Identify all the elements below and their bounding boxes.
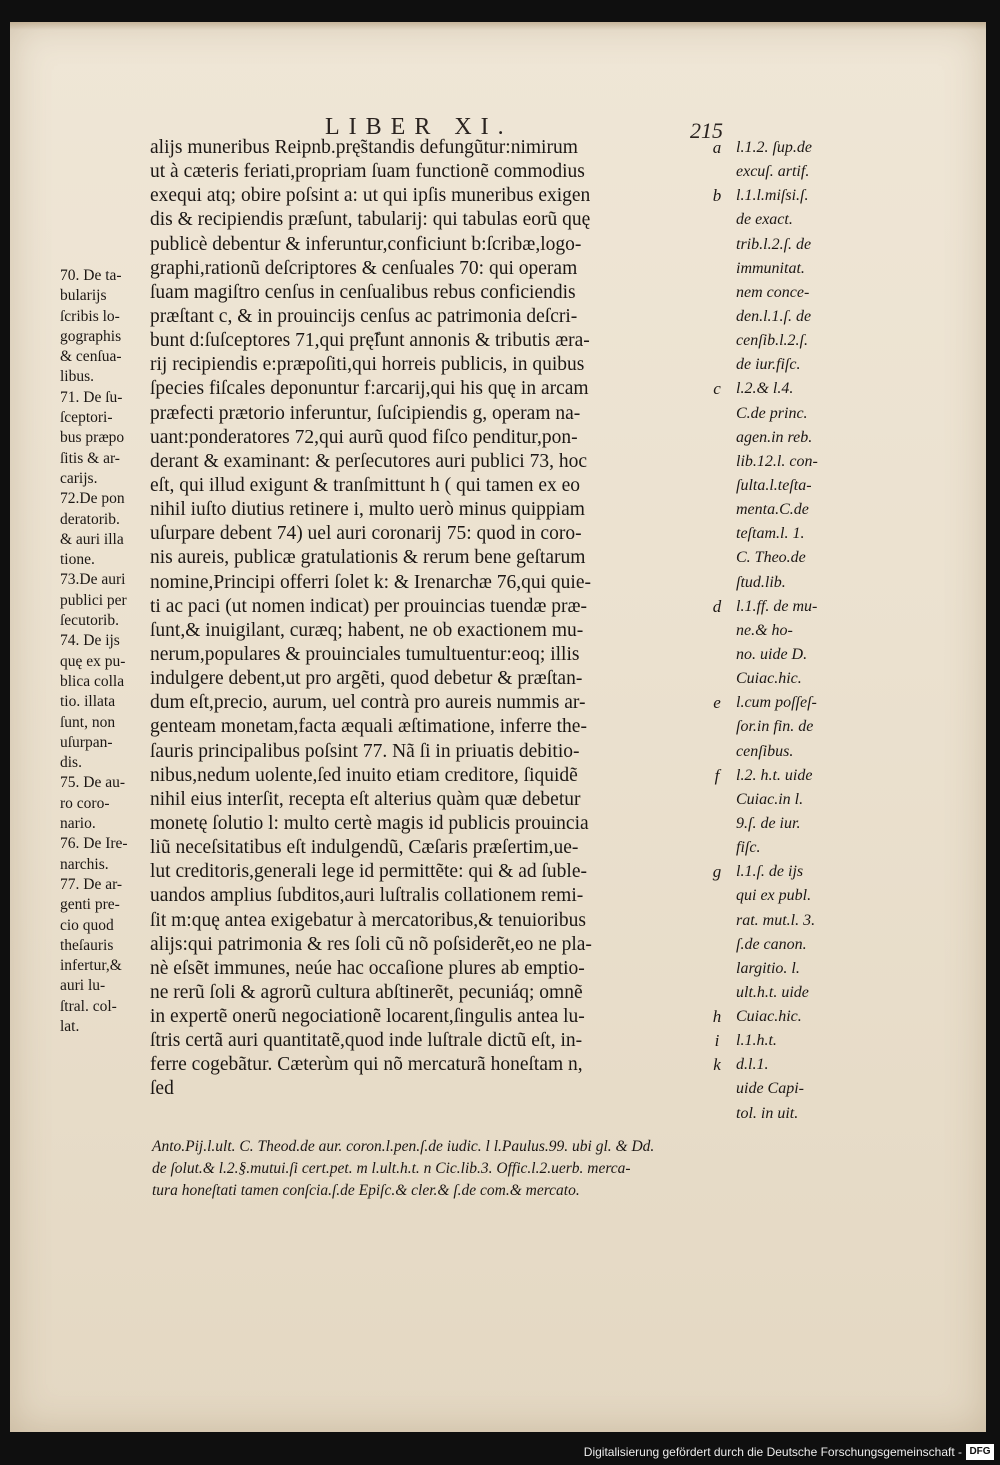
dfg-logo: DFG bbox=[966, 1444, 994, 1460]
right-note-line: ult.h.t. uide bbox=[736, 983, 809, 1001]
left-note-line: carijs. bbox=[60, 469, 98, 487]
right-note-line: C. Theo.de bbox=[736, 549, 806, 567]
right-note-line: lib.12.l. con- bbox=[736, 452, 818, 470]
text-line: ſit m:quę antea exigebatur à mercatoribus,& tenuioribus bbox=[150, 909, 586, 931]
left-note-line: narchis. bbox=[60, 855, 109, 873]
note-marker bbox=[706, 353, 728, 377]
text-line: alijs:qui patrimonia & res ſoli cũ nõ poſsiderẽt,eo ne pla- bbox=[150, 933, 592, 955]
right-note-line: immunitat. bbox=[736, 259, 805, 277]
right-note-line: ſ.de canon. bbox=[736, 935, 807, 953]
left-margin-notes bbox=[60, 266, 152, 1037]
text-line: alijs muneribus Reipnb.prę̃standis defungũtur:nimirum bbox=[150, 137, 578, 158]
right-note-line: nem conce- bbox=[736, 283, 810, 301]
note-marker: d bbox=[712, 596, 722, 616]
right-note-line: de exact. bbox=[736, 211, 793, 229]
text-line: monetę ſolutio l: multo certè magis id publicis prouincia bbox=[150, 812, 589, 834]
right-note-line: 9.ſ. de iur. bbox=[736, 814, 801, 832]
note-marker: k bbox=[713, 1055, 721, 1075]
left-note-line: gographis bbox=[60, 327, 122, 345]
left-note-line: ſtral. col- bbox=[60, 997, 117, 1015]
left-note-line: ro coro- bbox=[60, 794, 110, 812]
note-marker bbox=[706, 305, 728, 329]
left-note-line: uſurpan- bbox=[60, 733, 113, 751]
text-line: exequi atq; obire poſsint a: ut qui ipſis muneribus exigen bbox=[150, 185, 591, 207]
left-note-line: auri lu- bbox=[60, 977, 106, 995]
right-note-line: rat. mut.l. 3. bbox=[736, 911, 816, 929]
left-note-line: publici per bbox=[60, 591, 127, 609]
note-marker bbox=[706, 981, 728, 1005]
right-note-line: tol. in uit. bbox=[736, 1104, 799, 1122]
left-note-line: ſunt, non bbox=[60, 713, 116, 731]
right-note-line: l.1.l.miſsi.ſ. bbox=[736, 187, 809, 205]
note-marker bbox=[706, 836, 728, 860]
left-note-line: bus præpo bbox=[60, 429, 125, 447]
note-marker: i bbox=[714, 1031, 720, 1051]
footnote-line: Anto.Pij.l.ult. C. Theod.de aur. coron.l.pen.ſ.de iudic. l l.Paulus.99. ubi gl. & Dd. bbox=[152, 1138, 655, 1155]
digitization-credit-bar bbox=[0, 1440, 1000, 1465]
note-marker: b bbox=[712, 186, 722, 206]
left-note-line: ſitis & ar- bbox=[60, 449, 120, 467]
text-line: indulgere debent,ut pro argẽti, quod debetur & præſtan- bbox=[150, 668, 583, 690]
text-line: ferre cogebãtur. Cæterùm qui nõ mercaturã honeſtam n, bbox=[150, 1054, 583, 1076]
text-line: uandos amplius ſubditos,auri luſtralis collationem remi- bbox=[150, 885, 584, 907]
text-line: bunt d:ſuſceptores 71,qui prę̃ſunt annonis & tributis æra- bbox=[150, 330, 590, 352]
note-marker: e bbox=[713, 693, 721, 713]
left-note-line: ſceptori- bbox=[60, 409, 113, 427]
right-note-line: Cuiac.hic. bbox=[736, 670, 802, 688]
left-note-line: 70. De ta- bbox=[60, 267, 122, 284]
right-note-line: agen.in reb. bbox=[736, 428, 813, 446]
left-note-line: tio. illata bbox=[60, 693, 116, 711]
right-note-line: qui ex publ. bbox=[736, 887, 812, 905]
note-reference-letters bbox=[706, 136, 728, 1102]
footnote-line: de ſolut.& l.2.§.mutui.ſi cert.pet. m l.ult.h.t. n Cic.lib.3. Offic.l.2.uerb. merca- bbox=[152, 1160, 631, 1177]
left-note-line: ſcribis lo- bbox=[60, 307, 120, 325]
left-note-line: cio quod bbox=[60, 916, 114, 934]
note-marker bbox=[706, 957, 728, 981]
right-note-line: l.2. h.t. uide bbox=[736, 766, 813, 784]
text-line: nibus,nedum uolente,ſed inuito etiam creditore, ſiquidẽ bbox=[150, 764, 578, 786]
note-marker bbox=[706, 522, 728, 546]
left-note-line: & auri illa bbox=[60, 530, 124, 548]
note-marker bbox=[706, 474, 728, 498]
right-note-line: largitio. l. bbox=[736, 959, 800, 977]
left-note-line: 75. De au- bbox=[60, 774, 125, 792]
text-line: nihil eius interſit, recepta eſt alterius quàm quæ debetur bbox=[150, 788, 581, 810]
main-text-column bbox=[150, 136, 710, 1102]
note-marker bbox=[706, 329, 728, 353]
footnotes bbox=[152, 1136, 852, 1202]
note-marker bbox=[706, 160, 728, 184]
left-note-line: & cenſua- bbox=[60, 348, 122, 366]
text-line: ſunt,& inuigilant, curæq; habent, ne ob exactionem mu- bbox=[150, 619, 584, 641]
text-line: præfecti prætorio inferuntur, ſuſcipiendis g, operam na- bbox=[150, 402, 581, 424]
text-line: ti ac paci (ut nomen indicat) per prouincias tuendæ præ- bbox=[150, 595, 587, 617]
right-note-line: l.1.2. ſup.de bbox=[736, 139, 812, 156]
right-note-line: uide Capi- bbox=[736, 1080, 804, 1098]
right-note-line: ſulta.l.teſta- bbox=[736, 476, 812, 494]
text-line: rij recipiendis e:præpoſiti,qui horreis publicis, in quibus bbox=[150, 354, 585, 376]
note-marker bbox=[706, 450, 728, 474]
note-marker bbox=[706, 909, 728, 933]
text-line: eſt, qui illud exigunt & tranſmittunt h ( qui tamen ex eo bbox=[150, 474, 581, 496]
left-note-line: quę ex pu- bbox=[60, 652, 126, 670]
text-line: dis & recipiendis præſunt, tabularij: qui tabulas eorũ quę bbox=[150, 209, 591, 231]
note-marker bbox=[706, 643, 728, 667]
right-margin-notes bbox=[736, 136, 846, 1126]
text-line: ſauris principalibus poſsint 77. Nã ſi in priuatis debitio- bbox=[150, 740, 580, 762]
left-note-line: 71. De ſu- bbox=[60, 388, 123, 406]
right-note-line: teſtam.l. 1. bbox=[736, 525, 805, 543]
text-line: graphi,rationũ deſcriptores & cenſuales 70: qui operam bbox=[150, 257, 578, 279]
note-marker: c bbox=[713, 379, 721, 399]
text-line: genteam monetam,facta æquali æſtimatione, inferre the- bbox=[150, 716, 587, 738]
left-note-line: 74. De ijs bbox=[60, 632, 120, 650]
note-marker bbox=[706, 812, 728, 836]
text-line: præſtant c, & in prouincijs cenſus ac patrimonia deſcri- bbox=[150, 305, 578, 327]
right-note-line: excuſ. artif. bbox=[736, 163, 810, 181]
text-line: dum eſt,precio, aurum, uel contrà pro aureis nummis ar- bbox=[150, 692, 586, 714]
right-note-line: l.2.& l.4. bbox=[736, 380, 794, 398]
note-marker bbox=[706, 667, 728, 691]
note-marker bbox=[706, 933, 728, 957]
text-line: nis aureis, publicæ gratulationis & rerum bene geſtarum bbox=[150, 547, 586, 569]
right-note-line: ſtud.lib. bbox=[736, 573, 786, 591]
right-note-line: menta.C.de bbox=[736, 501, 809, 519]
left-note-line: libus. bbox=[60, 368, 95, 386]
right-note-line: d.l.1. bbox=[736, 1056, 769, 1074]
note-marker: a bbox=[712, 138, 722, 157]
text-line: ſed bbox=[150, 1078, 174, 1100]
note-marker bbox=[706, 884, 728, 908]
note-marker bbox=[706, 402, 728, 426]
right-note-line: Cuiac.hic. bbox=[736, 1008, 802, 1026]
left-note-line: genti pre- bbox=[60, 896, 120, 914]
text-line: uant:ponderatores 72,qui aurũ quod fiſco penditur,pon- bbox=[150, 426, 578, 448]
note-marker bbox=[706, 715, 728, 739]
note-marker bbox=[706, 571, 728, 595]
right-note-line: Cuiac.in l. bbox=[736, 790, 804, 808]
text-line: nomine,Principi offerri ſolet k: & Irenarchæ 76,qui quie- bbox=[150, 571, 591, 593]
text-line: ut à cæteris feriati,propriam ſuam functionẽ commodius bbox=[150, 161, 585, 183]
note-marker bbox=[706, 498, 728, 522]
left-note-line: blica colla bbox=[60, 672, 125, 690]
note-marker bbox=[706, 426, 728, 450]
right-note-line: l.cum poſſeſ- bbox=[736, 694, 817, 712]
right-note-line: l.1.ff. de mu- bbox=[736, 597, 818, 615]
left-note-line: lat. bbox=[60, 1017, 80, 1035]
note-marker bbox=[706, 281, 728, 305]
left-note-line: infertur,& bbox=[60, 957, 122, 975]
left-note-line: nario. bbox=[60, 815, 96, 833]
note-marker bbox=[706, 740, 728, 764]
left-note-line: ſecutorib. bbox=[60, 612, 119, 630]
right-note-line: ſor.in fin. de bbox=[736, 718, 814, 736]
right-note-line: de iur.fiſc. bbox=[736, 356, 801, 374]
right-note-line: l.1.h.t. bbox=[736, 1032, 777, 1050]
footnote-line: tura honeſtati tamen conſcia.ſ.de Epiſc.& cler.& ſ.de com.& mercato. bbox=[152, 1182, 580, 1199]
text-line: nerum,populares & prouinciales tumultuentur:eoq; illis bbox=[150, 643, 580, 665]
page-number: 215 bbox=[690, 118, 723, 143]
text-line: lut creditoris,generali lege id permittẽte: qui & ad ſuble- bbox=[150, 861, 587, 883]
note-marker bbox=[706, 1077, 728, 1101]
left-note-line: 72.De pon bbox=[60, 490, 125, 508]
text-line: nihil iuſto diutius retinere i, multo uerò minus quippiam bbox=[150, 499, 585, 521]
left-note-line: bularijs bbox=[60, 287, 107, 305]
left-note-line: theſauris bbox=[60, 936, 114, 954]
left-note-line: tione. bbox=[60, 551, 95, 569]
right-note-line: cenſibus. bbox=[736, 742, 794, 760]
text-line: ne rerũ ſoli & agrorũ cultura abſtinerẽt, pecuniáq; omnẽ bbox=[150, 981, 583, 1003]
right-note-line: ne.& ho- bbox=[736, 621, 793, 639]
right-note-line: l.1.ſ. de ijs bbox=[736, 863, 804, 881]
right-note-line: den.l.1.ſ. de bbox=[736, 307, 812, 325]
note-marker bbox=[706, 208, 728, 232]
left-note-line: deratorib. bbox=[60, 510, 120, 528]
note-marker bbox=[706, 233, 728, 257]
text-line: ſpecies fiſcales deponuntur f:arcarij,qui his quę in arcam bbox=[150, 378, 589, 400]
right-note-line: trib.l.2.ſ. de bbox=[736, 235, 812, 253]
left-note-line: 73.De auri bbox=[60, 571, 126, 589]
text-line: ſuam magiſtro cenſus in cenſualibus rebus conficiendis bbox=[150, 281, 576, 303]
note-marker bbox=[706, 257, 728, 281]
left-note-line: dis. bbox=[60, 754, 82, 772]
text-line: nè eſsẽt immunes, neúe hac occaſione plures ab emptio- bbox=[150, 957, 585, 979]
text-line: ſtris certã auri quantitatẽ,quod inde luſtrale dictũ eſt, in- bbox=[150, 1030, 583, 1052]
right-note-line: cenſib.l.2.ſ. bbox=[736, 332, 808, 350]
right-note-line: fiſc. bbox=[736, 839, 761, 857]
note-marker bbox=[706, 546, 728, 570]
credit-text: Digitalisierung gefördert durch die Deutsche Forschungsgemeinschaft - bbox=[583, 1445, 962, 1459]
text-line: liũ neceſsitatibus eſt indulgendũ, Cæſaris præſertim,ue- bbox=[150, 837, 579, 859]
text-line: derant & examinant: & perſecutores auri publici 73, hoc bbox=[150, 450, 587, 472]
note-marker: f bbox=[714, 765, 720, 785]
left-note-line: 76. De Ire- bbox=[60, 835, 128, 853]
right-note-line: no. uide D. bbox=[736, 645, 808, 663]
note-marker: h bbox=[712, 1007, 722, 1027]
left-note-line: 77. De ar- bbox=[60, 875, 123, 893]
text-line: uſurpare debent 74) uel auri coronarij 75: quod in coro- bbox=[150, 523, 582, 545]
text-line: publicè debentur & inferuntur,conficiunt b:ſcribæ,logo- bbox=[150, 233, 582, 255]
note-marker: g bbox=[712, 862, 722, 882]
right-note-line: C.de princ. bbox=[736, 404, 808, 422]
page-edge bbox=[10, 22, 986, 30]
text-line: in expertẽ onerũ negociationẽ locarent,ſingulis antea lu- bbox=[150, 1006, 585, 1028]
note-marker bbox=[706, 619, 728, 643]
running-header-title: LIBER XI. bbox=[325, 114, 513, 140]
note-marker bbox=[706, 788, 728, 812]
